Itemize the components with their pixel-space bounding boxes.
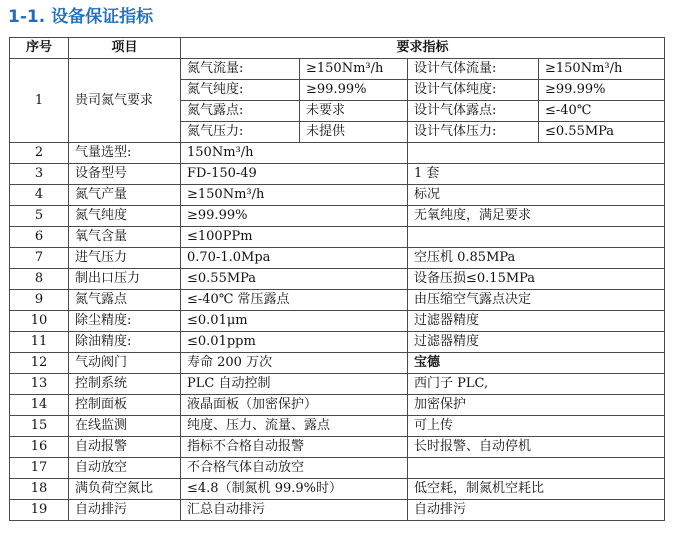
row-spec: ≥150Nm³/h bbox=[181, 185, 408, 206]
row-number: 11 bbox=[10, 332, 69, 353]
row-note: 长时报警、自动停机 bbox=[408, 437, 665, 458]
table-row bbox=[10, 143, 665, 164]
row-item: 自动放空 bbox=[69, 458, 181, 479]
sub-value: 未提供 bbox=[300, 122, 408, 143]
header-no: 序号 bbox=[10, 38, 69, 59]
row-number: 16 bbox=[10, 437, 69, 458]
table-row bbox=[10, 458, 665, 479]
row-number: 12 bbox=[10, 353, 69, 374]
row-item: 氮气露点 bbox=[69, 290, 181, 311]
row-spec: ≤0.55MPa bbox=[181, 269, 408, 290]
row-number: 14 bbox=[10, 395, 69, 416]
table-row bbox=[10, 290, 665, 311]
row-note: 空压机 0.85MPa bbox=[408, 248, 665, 269]
row-number: 19 bbox=[10, 500, 69, 521]
row-item: 设备型号 bbox=[69, 164, 181, 185]
row-number: 7 bbox=[10, 248, 69, 269]
design-label: 设计气体压力: bbox=[408, 122, 539, 143]
table-row bbox=[10, 374, 665, 395]
row-number: 10 bbox=[10, 311, 69, 332]
row-spec: 汇总自动排污 bbox=[181, 500, 408, 521]
row-spec: 150Nm³/h bbox=[181, 143, 408, 164]
row-item: 进气压力 bbox=[69, 248, 181, 269]
row-number: 6 bbox=[10, 227, 69, 248]
row-number: 3 bbox=[10, 164, 69, 185]
row-spec: 指标不合格自动报警 bbox=[181, 437, 408, 458]
table-row bbox=[10, 500, 665, 521]
row-number: 17 bbox=[10, 458, 69, 479]
design-label: 设计气体露点: bbox=[408, 101, 539, 122]
sub-value: ≥99.99% bbox=[300, 80, 408, 101]
row-item: 自动报警 bbox=[69, 437, 181, 458]
row-note: 由压缩空气露点决定 bbox=[408, 290, 665, 311]
table-row bbox=[10, 479, 665, 500]
row-item: 除油精度: bbox=[69, 332, 181, 353]
row-item: 贵司氮气要求 bbox=[69, 59, 181, 143]
table-row bbox=[10, 59, 665, 80]
table-row bbox=[10, 311, 665, 332]
row-note: 可上传 bbox=[408, 416, 665, 437]
row-spec: PLC 自动控制 bbox=[181, 374, 408, 395]
row-spec: ≤100PPm bbox=[181, 227, 408, 248]
header-requirement: 要求指标 bbox=[181, 38, 665, 59]
row-item: 氮气产量 bbox=[69, 185, 181, 206]
row-spec: ≤0.01ppm bbox=[181, 332, 408, 353]
row-item: 氮气纯度 bbox=[69, 206, 181, 227]
table-row bbox=[10, 248, 665, 269]
design-value: ≤0.55MPa bbox=[539, 122, 665, 143]
header-item: 项目 bbox=[69, 38, 181, 59]
sub-value: ≥150Nm³/h bbox=[300, 59, 408, 80]
row-item: 制出口压力 bbox=[69, 269, 181, 290]
sub-value: 未要求 bbox=[300, 101, 408, 122]
row-note bbox=[408, 458, 665, 479]
row-spec: 液晶面板（加密保护） bbox=[181, 395, 408, 416]
row-spec: 寿命 200 万次 bbox=[181, 353, 408, 374]
row-spec: 纯度、压力、流量、露点 bbox=[181, 416, 408, 437]
row-number: 13 bbox=[10, 374, 69, 395]
row-note: 加密保护 bbox=[408, 395, 665, 416]
row-note: 低空耗，制氮机空耗比 bbox=[408, 479, 665, 500]
table-row bbox=[10, 185, 665, 206]
table-row bbox=[10, 353, 665, 374]
sub-label: 氮气流量: bbox=[181, 59, 300, 80]
table-header-row bbox=[10, 38, 665, 59]
table-row bbox=[10, 332, 665, 353]
row-note: 标况 bbox=[408, 185, 665, 206]
row-item: 气动阀门 bbox=[69, 353, 181, 374]
row-item: 在线监测 bbox=[69, 416, 181, 437]
row-item: 控制面板 bbox=[69, 395, 181, 416]
rows-body bbox=[10, 143, 665, 521]
sub-label: 氮气压力: bbox=[181, 122, 300, 143]
row-item: 气量选型: bbox=[69, 143, 181, 164]
row-note: 设备压损≤0.15MPa bbox=[408, 269, 665, 290]
row-spec: ≥99.99% bbox=[181, 206, 408, 227]
row-number: 1 bbox=[10, 59, 69, 143]
row-spec: ≤-40℃ 常压露点 bbox=[181, 290, 408, 311]
table-row bbox=[10, 269, 665, 290]
row-note: 宝德 bbox=[408, 353, 665, 374]
row-item: 自动排污 bbox=[69, 500, 181, 521]
table-row bbox=[10, 416, 665, 437]
design-label: 设计气体纯度: bbox=[408, 80, 539, 101]
spec-table bbox=[9, 37, 665, 521]
table-row bbox=[10, 395, 665, 416]
row-note: 自动排污 bbox=[408, 500, 665, 521]
row-item: 除尘精度: bbox=[69, 311, 181, 332]
row-item: 氧气含量 bbox=[69, 227, 181, 248]
table-row bbox=[10, 206, 665, 227]
row-spec: ≤4.8（制氮机 99.9%时） bbox=[181, 479, 408, 500]
row-note bbox=[408, 143, 665, 164]
table-row bbox=[10, 227, 665, 248]
row-number: 9 bbox=[10, 290, 69, 311]
row-number: 18 bbox=[10, 479, 69, 500]
row-note: 过滤器精度 bbox=[408, 311, 665, 332]
row-note bbox=[408, 227, 665, 248]
row-note: 无氧纯度，满足要求 bbox=[408, 206, 665, 227]
design-value: ≥99.99% bbox=[539, 80, 665, 101]
row-spec: 0.70-1.0Mpa bbox=[181, 248, 408, 269]
row-number: 5 bbox=[10, 206, 69, 227]
row-number: 8 bbox=[10, 269, 69, 290]
row-number: 15 bbox=[10, 416, 69, 437]
row-number: 2 bbox=[10, 143, 69, 164]
sub-label: 氮气露点: bbox=[181, 101, 300, 122]
section-title: 1-1. 设备保证指标 bbox=[8, 7, 154, 27]
row-note: 西门子 PLC, bbox=[408, 374, 665, 395]
row-number: 4 bbox=[10, 185, 69, 206]
design-value: ≥150Nm³/h bbox=[539, 59, 665, 80]
row-spec: FD-150-49 bbox=[181, 164, 408, 185]
row-spec: 不合格气体自动放空 bbox=[181, 458, 408, 479]
row-note: 1 套 bbox=[408, 164, 665, 185]
sub-label: 氮气纯度: bbox=[181, 80, 300, 101]
row-item: 满负荷空氮比 bbox=[69, 479, 181, 500]
row-item: 控制系统 bbox=[69, 374, 181, 395]
table-row bbox=[10, 437, 665, 458]
design-label: 设计气体流量: bbox=[408, 59, 539, 80]
design-value: ≤-40℃ bbox=[539, 101, 665, 122]
row-spec: ≤0.01μm bbox=[181, 311, 408, 332]
row-note: 过滤器精度 bbox=[408, 332, 665, 353]
table-row bbox=[10, 164, 665, 185]
